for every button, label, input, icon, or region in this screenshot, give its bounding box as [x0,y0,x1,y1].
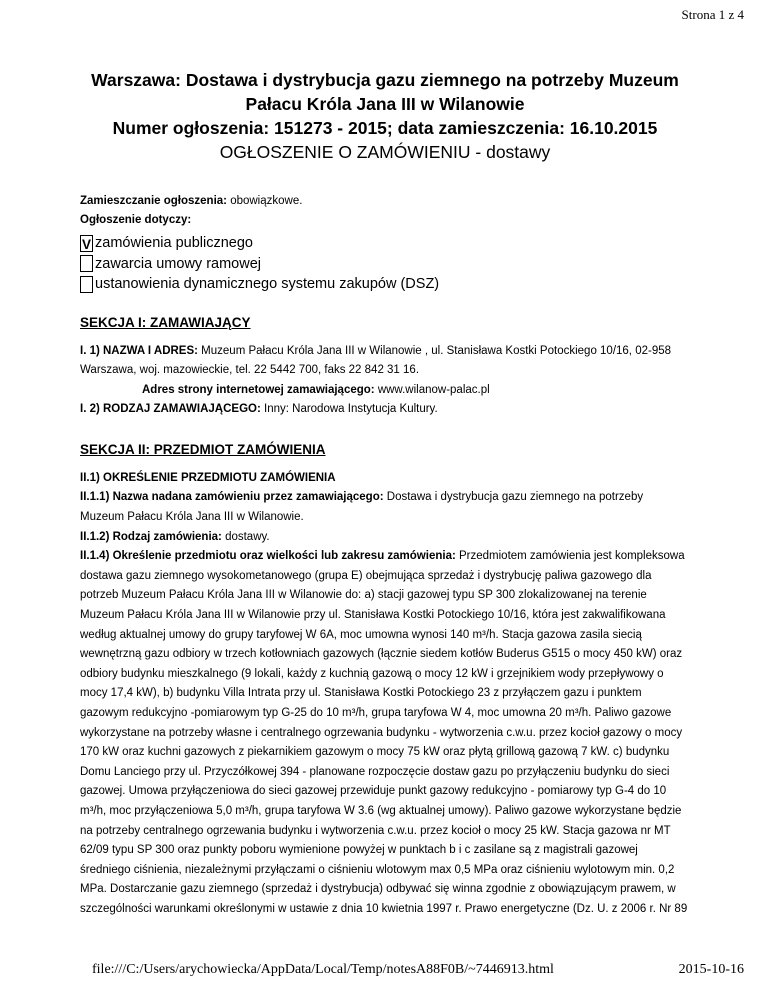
title-line-3: Numer ogłoszenia: 151273 - 2015; data zamieszczenia: 16.10.2015 [112,118,658,138]
title-line-1: Warszawa: Dostawa i dystrybucja gazu ziemnego na potrzeby Muzeum [91,70,679,90]
contract-scope-label: II.1.4) Określenie przedmiotu oraz wielkości lub zakresu zamówienia: [80,550,456,563]
address-label: I. 1) NAZWA I ADRES: [80,344,198,357]
document-title [80,68,690,140]
option-label: zawarcia umowy ramowej [95,255,261,272]
notice-type-options [80,233,690,295]
section-1-heading: SEKCJA I: ZAMAWIAJĄCY [80,314,251,330]
document-subtitle: OGŁOSZENIE O ZAMÓWIENIU - dostawy [219,142,551,162]
footer-date: 2015-10-16 [678,962,744,977]
option-public-contract [80,233,690,254]
option-framework-agreement [80,254,690,275]
contracting-authority-address [80,342,690,381]
checkbox-unchecked [80,255,93,272]
subject-heading: II.1) OKREŚLENIE PRZEDMIOTU ZAMÓWIENIA [80,471,336,484]
option-dynamic-purchasing [80,274,690,295]
contract-scope-paragraph [80,547,690,919]
publication-line [80,192,690,211]
website-label: Adres strony internetowej zamawiającego: [142,383,375,396]
option-label: ustanowienia dynamicznego systemu zakupów (DSZ) [95,276,440,292]
contract-name-label: II.1.1) Nazwa nadana zamówieniu przez zamawiającego: [80,491,384,504]
checkbox-checked: V [81,236,91,252]
authority-type-value: Inny: Narodowa Instytucja Kultury. [260,403,438,416]
contract-name-value: Dostawa i dystrybucja gazu ziemnego na potrzeby Muzeum Pałacu Króla Jana III w Wilanowie. [80,491,644,524]
publication-label: Zamieszczanie ogłoszenia: [80,195,227,207]
contract-scope-value: Przedmiotem zamówienia jest kompleksowa dostawa gazu ziemnego wysokometanowego (grupa E) obejmująca sprzedaż i dystrybucję paliwa gazowego dla potrzeb Muzeum Pałacu Króla Jana III w Wilanowie do: a) stacji gazowej typu SP 300 zlokalizowanej na terenie Muzeum Pałacu Króla Jana III w Wilanowie przy ul. Stanisława Kostki Potockiego 10/16, która jest zakwalifikowana według aktualnej umowy do grupy taryfowej W 6A, moc umowna wynosi 140 m³/h. Stacja gazowa zasila siecią wewnętrzną gazu odbiory w trzech kotłowniach gazowych (łącznie siedem kotłów Buderus G515 o mocy 450 kW) oraz odbiory budynku mieszkalnego (9 lokali, każdy z kuchnią gazową o mocy 12 kW i grzejnikiem wody przepływowy o mocy 17,4 kW), b) budynku Villa Intrata przy ul. Stanisława Kostki Potockiego 23 z przyłączem gazu i punktem gazowym redukcyjno -pomiarowym typ G-25 do 10 m³/h, grupa taryfowa W 4, moc umowna 20 m³/h. Paliwo gazowe wykorzystane na potrzeby własne i centralnego ogrzewania budynku - wytworzenia c.w.u. przez kocioł gazowy o mocy 170 kW oraz kuchni gazowych z piekarnikiem gazowym o mocy 75 kW oraz płytą grillową gazową 7 kW. c) budynku Domu Lanciego przy ul. Przyczółkowej 394 - planowane rozpoczęcie dostaw gazu po przyłączeniu budynku do sieci gazowej. Umowa przyłączeniowa do sieci gazowej przewiduje punkt gazowy redukcyjno - pomiarowy typ G-4 do 10 m³/h, moc przyłączeniowa 5,0 m³/h, grupa taryfowa W 3.6 (wg aktualnej umowy). Paliwo gazowe wykorzystane będzie na potrzeby centralnego ogrzewania budynku i wytworzenia c.w.u. przez kocioł o mocy 25 kW. Stacja gazowa nr MT 62/09 typu SP 300 oraz punkty poboru wymienione powyżej w punktach b i c zasilane są z magistrali gazowej średniego ciśnienia, niezależnymi przyłączami o ciśnieniu wlotowym max 0,5 MPa oraz ciśnieniu wylotowym min. 0,2 MPa. Dostarczanie gazu ziemnego (sprzedaż i dystrybucja) odbywać się winna zgodnie z obowiązującym prawem, w szczególności warunkami określonymi w ustawie z dnia 10 kwietnia 1997 r. Prawo energetyczne (Dz. U. z 2006 r. Nr 89 [80,550,688,915]
authority-type-label: I. 2) RODZAJ ZAMAWIAJĄCEGO: [80,403,261,416]
contract-kind-label: II.1.2) Rodzaj zamówienia: [80,530,222,543]
section-2-heading: SEKCJA II: PRZEDMIOT ZAMÓWIENIA [80,441,326,457]
option-label: zamówienia publicznego [95,235,253,251]
contract-kind-value: dostawy. [221,530,270,543]
contract-kind-line [80,528,690,548]
footer-file-path: file:///C:/Users/arychowiecka/AppData/Local/Temp/notesA88F0B/~7446913.html [92,962,554,977]
authority-type-line [80,400,690,420]
page-number: Strona 1 z 4 [681,7,744,22]
concerns-label: Ogłoszenie dotyczy: [80,214,192,226]
contract-name-line [80,488,690,527]
website-line [80,381,690,401]
title-line-2: Pałacu Króla Jana III w Wilanowie [245,94,525,114]
document-body [80,68,690,920]
address-value: Muzeum Pałacu Króla Jana III w Wilanowie , ul. Stanisława Kostki Potockiego 10/16, 02-958 Warszawa, woj. mazowieckie, tel. 22 5442 700, faks 22 842 31 16. [80,344,672,377]
checkbox-unchecked [80,276,93,293]
website-value: www.wilanow-palac.pl [374,383,490,396]
publication-value: obowiązkowe. [227,195,303,207]
